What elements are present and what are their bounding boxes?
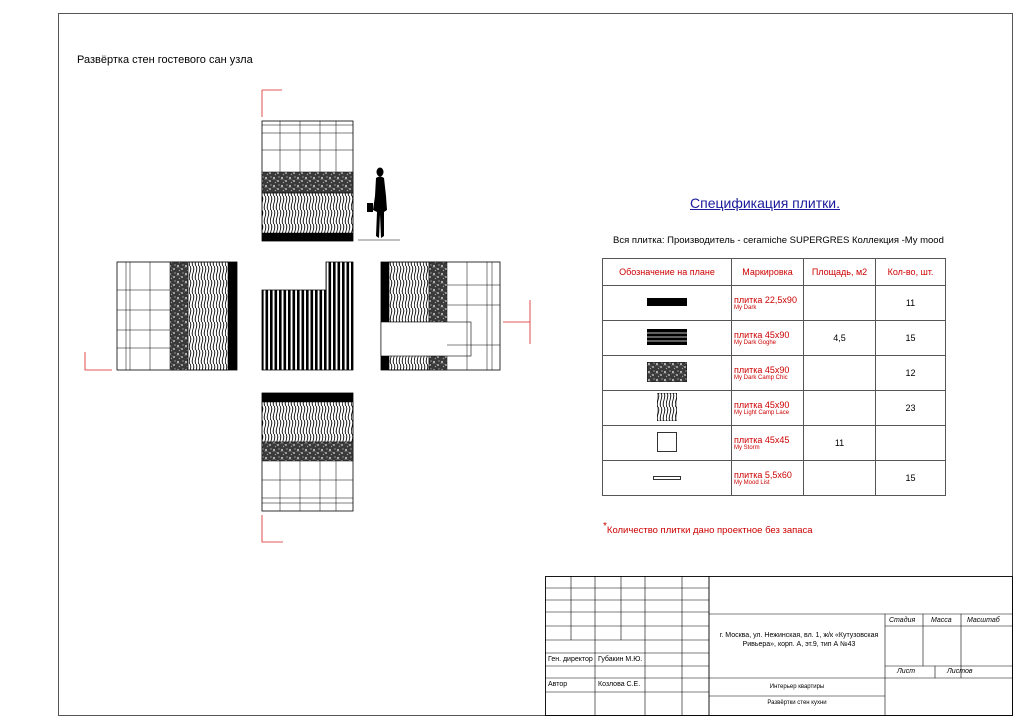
header-area: Площадь, м2 (804, 259, 876, 286)
black-bar-icon (647, 297, 687, 307)
table-row (603, 321, 946, 356)
tile-qty: 15 (876, 321, 946, 356)
table-row (603, 356, 946, 391)
tile-name: плитка 22,5х90 (734, 295, 797, 305)
stamp-sheet-name: Развёртки стен кухни (767, 700, 827, 706)
table-row (603, 461, 946, 496)
person-silhouette-icon (358, 168, 400, 241)
stamp-address: г. Москва, ул. Нежинская, вл. 1, ж/к «Кутузовская Ривьера», корп. А, эт.9, тип А №43 (719, 632, 879, 648)
stamp-scale-label: Масштаб (967, 617, 1000, 624)
white-square-icon (657, 432, 677, 452)
tile-area (804, 461, 876, 496)
spec-subtitle: Вся плитка: Производитель - ceramiche SUPERGRES Коллекция -My mood (613, 235, 944, 246)
wave-tile-icon (657, 393, 677, 421)
tile-qty: 15 (876, 461, 946, 496)
floor-plan (262, 262, 353, 370)
right-wall (381, 262, 530, 370)
stamp-role-author: Автор (548, 681, 568, 688)
spec-table (602, 258, 946, 496)
tile-collection: My Dark (734, 305, 757, 311)
spec-note (603, 521, 813, 536)
tile-area (804, 391, 876, 426)
tile-name: плитка 45х45 (734, 435, 790, 445)
tile-name: плитка 45х90 (734, 330, 790, 340)
tile-qty: 23 (876, 391, 946, 426)
tile-collection: My Mood List (734, 480, 770, 486)
spec-header-row (603, 259, 946, 286)
stamp-mass-label: Масса (931, 617, 952, 624)
tile-collection: My Dark Goghe (734, 340, 777, 346)
thin-strip-icon (653, 475, 681, 481)
tile-name: плитка 45х90 (734, 365, 790, 375)
stamp-stage-label: Стадия (889, 617, 916, 624)
note-asterisk: * (603, 521, 607, 532)
bottom-wall (262, 393, 353, 542)
header-qty: Кол-во, шт. (876, 259, 946, 286)
drawing-title: Развёртка стен гостевого сан узла (77, 54, 253, 66)
title-block (545, 576, 1013, 716)
stamp-name-author: Козлова С.Е. (598, 681, 641, 688)
table-row (603, 391, 946, 426)
tile-area: 11 (804, 426, 876, 461)
tile-collection: My Light Camp Lace (734, 410, 790, 416)
header-designation: Обозначение на плане (603, 259, 732, 286)
table-row (603, 426, 946, 461)
tile-qty (876, 426, 946, 461)
stamp-name-director: Губакин М.Ю. (598, 656, 643, 663)
tile-area (804, 356, 876, 391)
stamp-sheets-label: Листов (947, 668, 973, 675)
tile-qty: 11 (876, 286, 946, 321)
table-row (603, 286, 946, 321)
tile-name: плитка 5,5х60 (734, 470, 792, 480)
note-text: Количество плитки дано проектное без запаса (606, 525, 813, 537)
stamp-sheet-label: Лист (897, 668, 916, 675)
top-wall (262, 90, 353, 241)
stamp-project: Интерьер квартиры (769, 684, 825, 690)
tile-name: плитка 45х90 (734, 400, 790, 410)
tile-qty: 12 (876, 356, 946, 391)
stone-tile-icon (647, 362, 687, 382)
header-marking: Маркировка (732, 259, 804, 286)
striped-tile-icon (647, 329, 687, 345)
spec-title: Спецификация плитки. (690, 195, 841, 211)
tile-collection: My Dark Camp Chic (734, 375, 788, 381)
tile-collection: My Storm (734, 445, 760, 451)
left-wall (85, 262, 237, 370)
tile-area (804, 286, 876, 321)
stamp-role-director: Ген. директор (548, 656, 593, 663)
tile-area: 4,5 (804, 321, 876, 356)
